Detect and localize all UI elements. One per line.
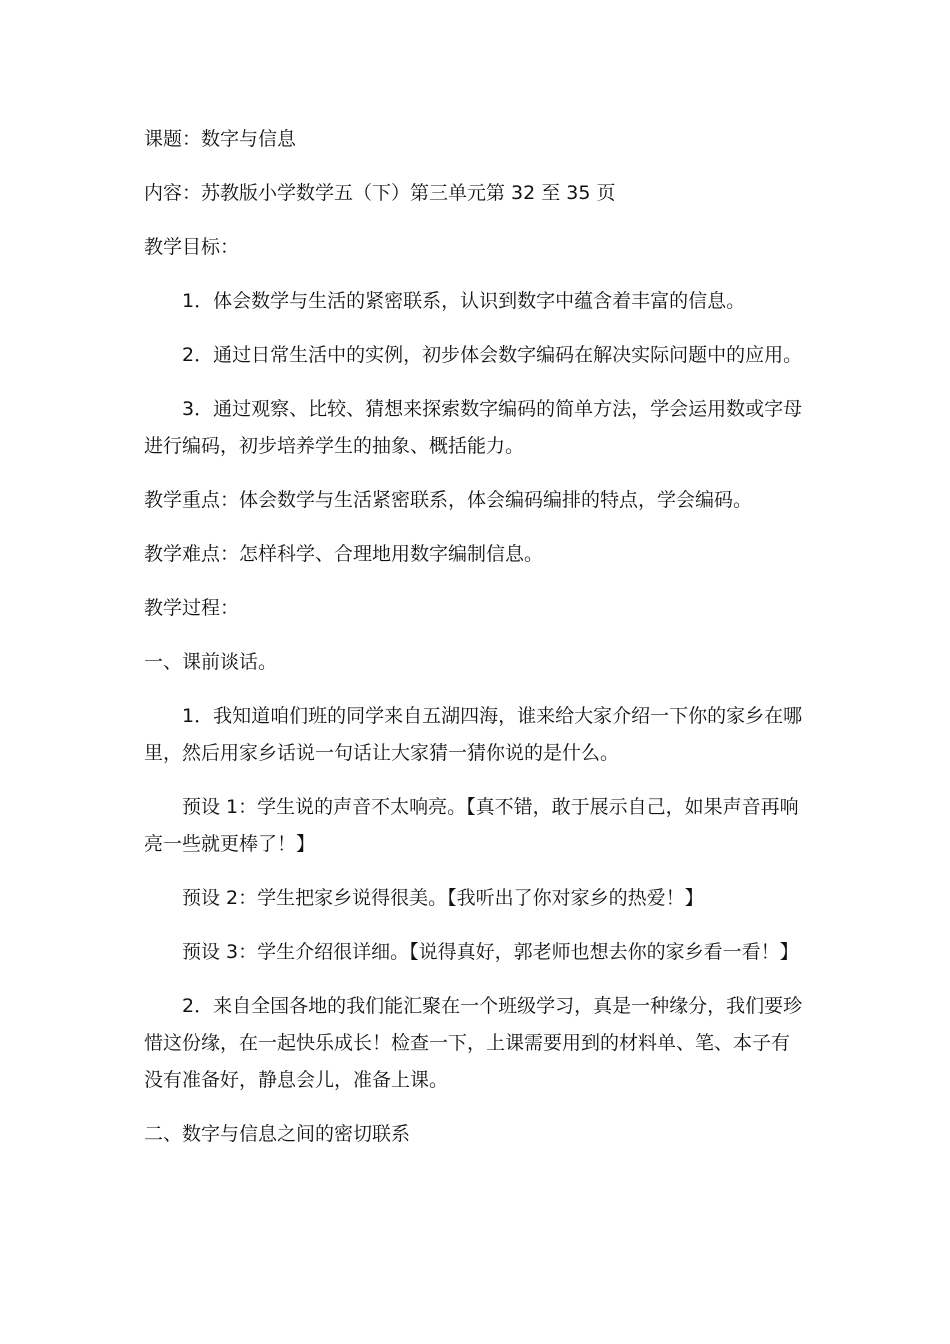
scenario-item-1: 预设 1：学生说的声音不太响亮。【真不错，敢于展示自己，如果声音再响亮一些就更棒了！】	[144, 796, 799, 855]
lesson-title: 课题：数字与信息	[144, 128, 297, 150]
section-heading-2: 二、数字与信息之间的密切联系	[144, 1123, 411, 1145]
objective-item-3: 3．通过观察、比较、猜想来探索数字编码的简单方法，学会运用数或字母进行编码，初步培养学生的抽象、概括能力。	[144, 398, 803, 457]
objective-item-2: 2．通过日常生活中的实例，初步体会数字编码在解决实际问题中的应用。	[182, 344, 803, 366]
document-body	[144, 121, 804, 1170]
difficult-point: 教学难点：怎样科学、合理地用数字编制信息。	[144, 543, 544, 565]
objective-item-1: 1．体会数学与生活的紧密联系，认识到数字中蕴含着丰富的信息。	[182, 290, 746, 312]
objectives-heading: 教学目标：	[144, 236, 240, 258]
key-point: 教学重点：体会数学与生活紧密联系，体会编码编排的特点，学会编码。	[144, 489, 753, 511]
section-heading-1: 一、课前谈话。	[144, 651, 278, 673]
step-item-1: 1．我知道咱们班的同学来自五湖四海，谁来给大家介绍一下你的家乡在哪里，然后用家乡话说一句话让大家猜一猜你说的是什么。	[144, 705, 803, 764]
lesson-content: 内容：苏教版小学数学五（下）第三单元第 32 至 35 页	[144, 182, 616, 204]
process-heading: 教学过程：	[144, 597, 240, 619]
scenario-item-2: 预设 2：学生把家乡说得很美。【我听出了你对家乡的热爱！】	[182, 887, 704, 909]
step-item-2: 2．来自全国各地的我们能汇聚在一个班级学习，真是一种缘分，我们要珍惜这份缘，在一起快乐成长！检查一下，上课需要用到的材料单、笔、本子有没有准备好，静息会儿，准备上课。	[144, 995, 803, 1091]
scenario-item-3: 预设 3：学生介绍很详细。【说得真好，郭老师也想去你的家乡看一看！】	[182, 941, 799, 963]
